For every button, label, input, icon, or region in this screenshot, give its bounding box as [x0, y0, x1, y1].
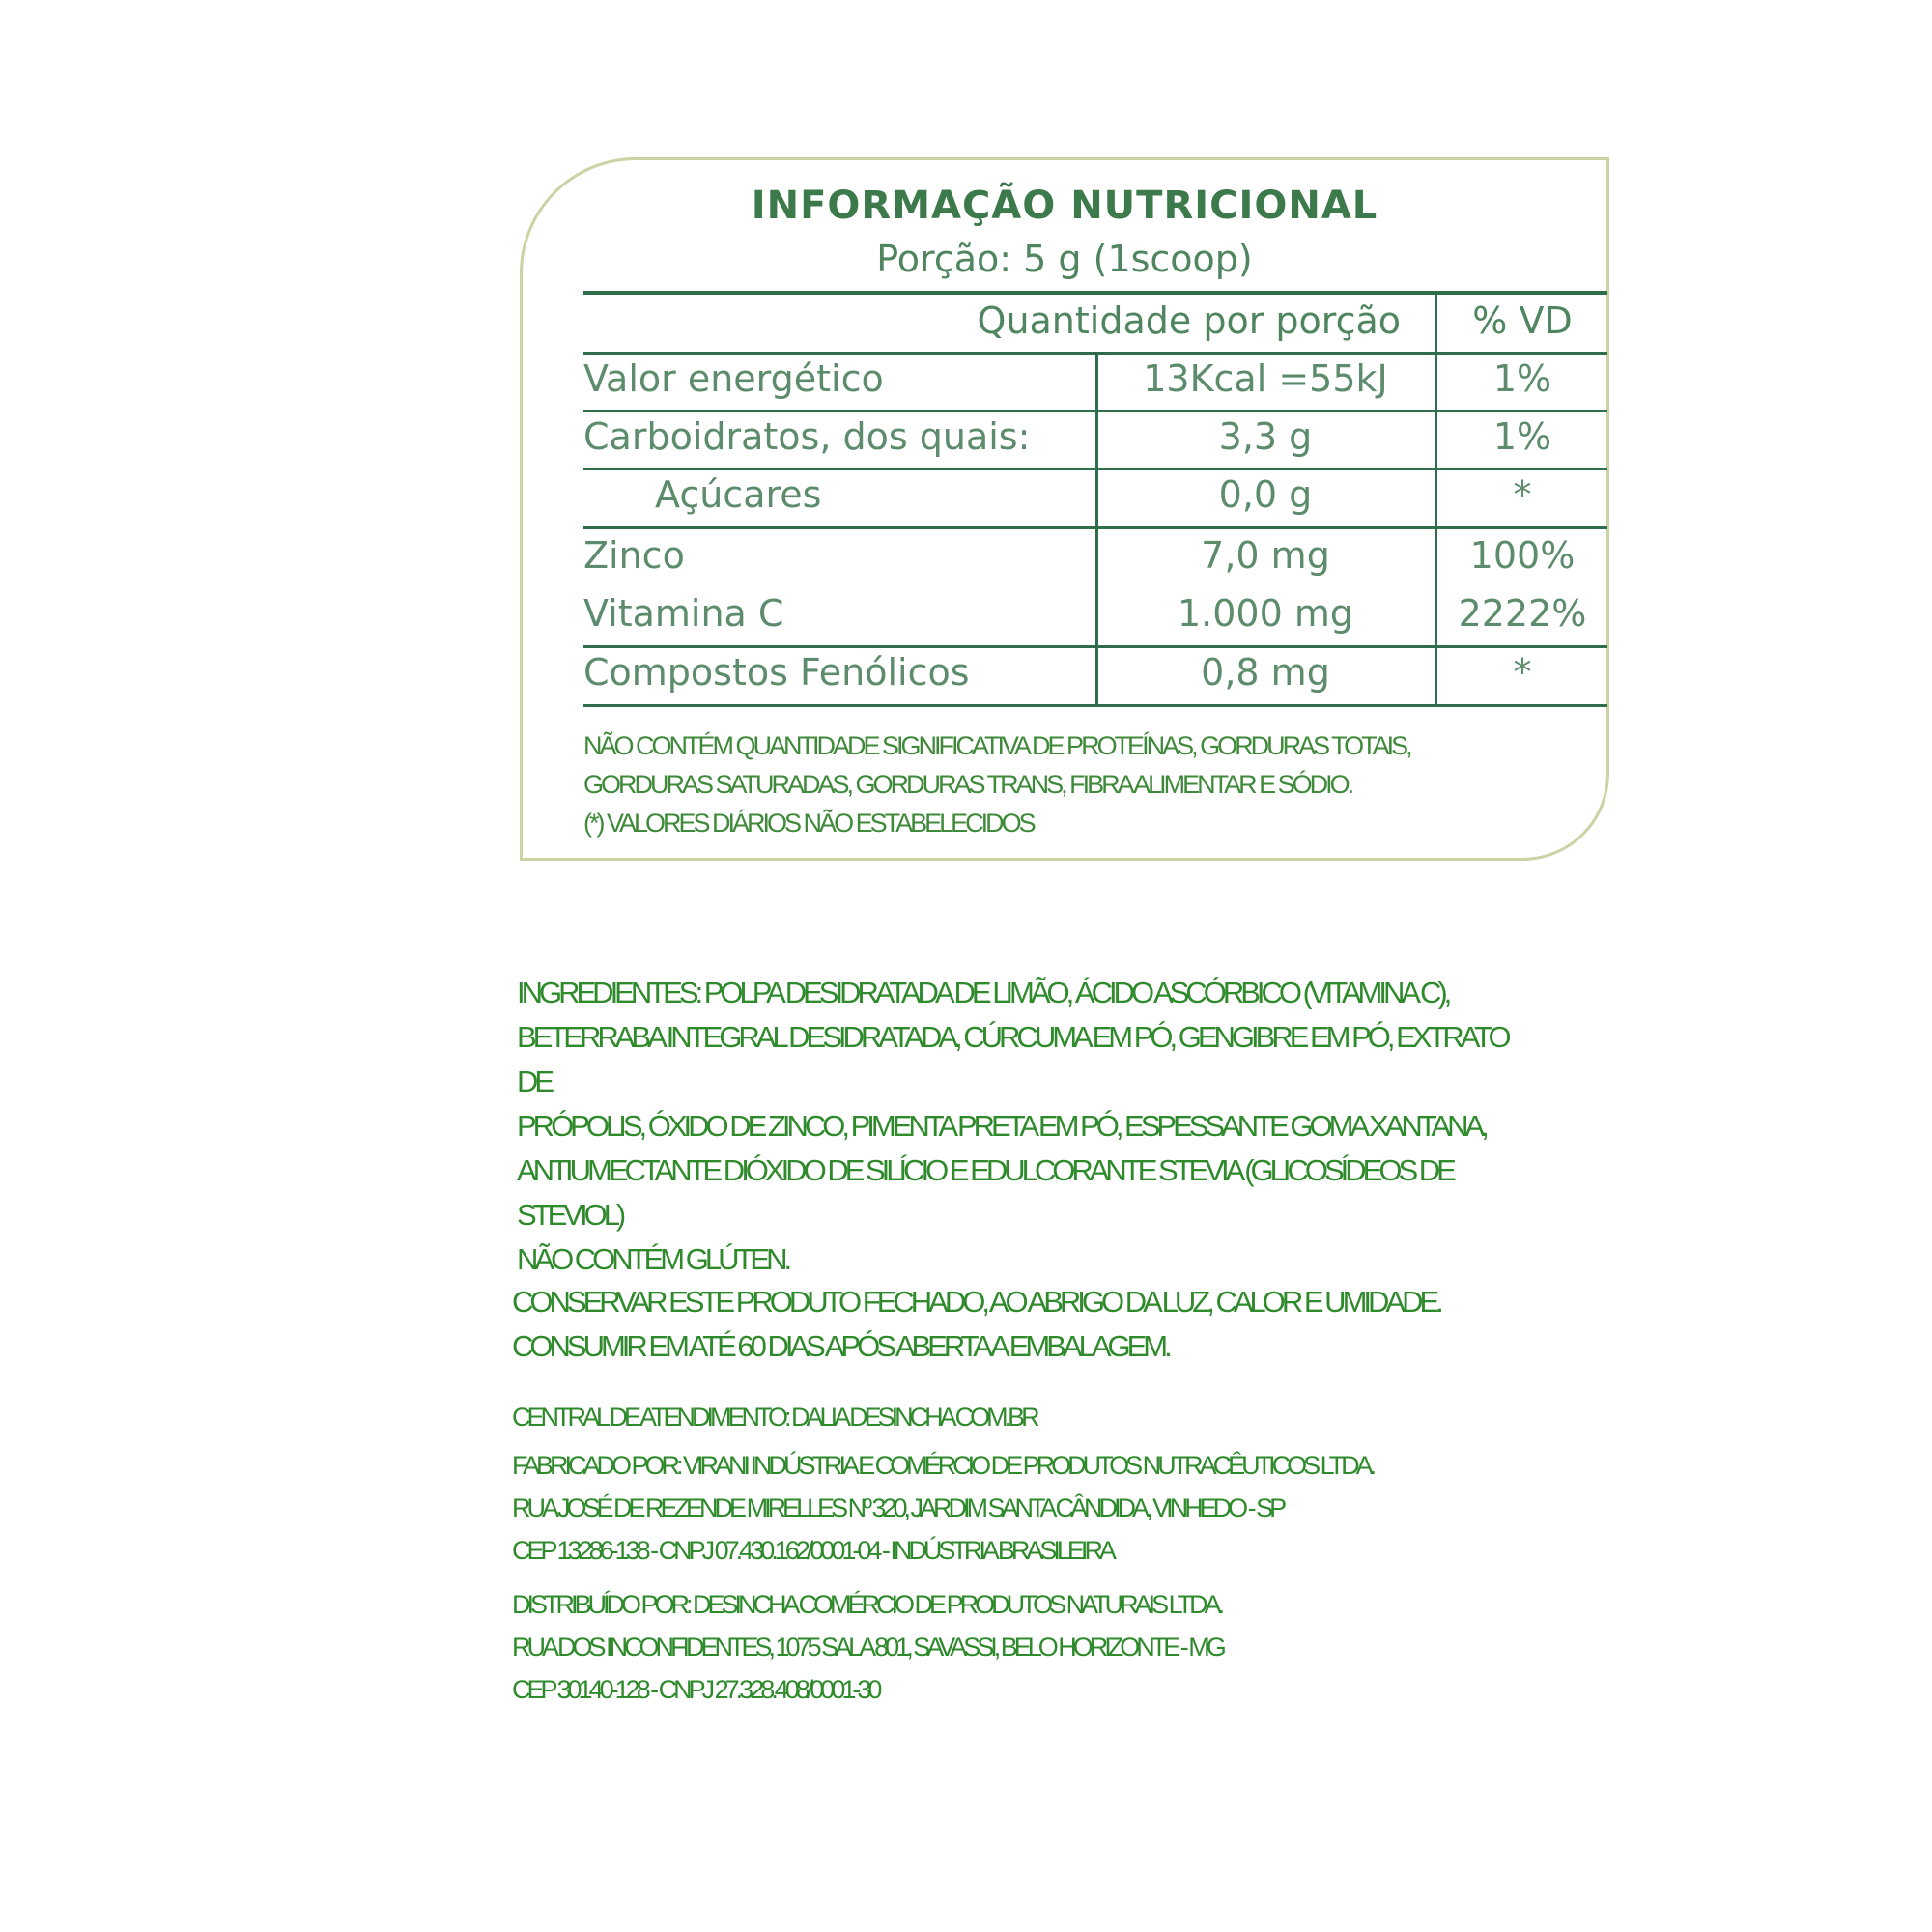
footnote-line: (*) VALORES DIÁRIOS NÃO ESTABELECIDOS: [583, 809, 1034, 838]
row-amount: 0,8 mg: [1201, 651, 1330, 694]
storage-line: CONSUMIR EM ATÉ 60 DIAS APÓS ABERTA A EMBALAGEM.: [512, 1329, 1169, 1363]
gluten-notice: NÃO CONTÉM GLÚTEN.: [517, 1242, 789, 1276]
row-vd: *: [1513, 651, 1532, 694]
row-vd: 1%: [1492, 357, 1552, 400]
row-amount: 7,0 mg: [1201, 534, 1330, 577]
footnote-line: GORDURAS SATURADAS, GORDURAS TRANS, FIBRA ALIMENTAR E SÓDIO.: [583, 770, 1352, 799]
header-vd: % VD: [1472, 299, 1573, 342]
nutrition-footnote: [583, 726, 1549, 842]
manufacturer-line: FABRICADO POR: VIRANI INDÚSTRIA E COMÉRCIO DE PRODUTOS NUTRACÊUTICOS LTDA.: [512, 1451, 1374, 1480]
row-name: Compostos Fenólicos: [583, 651, 970, 694]
ingredients-line: INGREDIENTES: POLPA DESIDRATADA DE LIMÃO, ÁCIDO ASCÓRBICO (VITAMINA C),: [517, 976, 1449, 1009]
ingredients-line: PRÓPOLIS, ÓXIDO DE ZINCO, PIMENTA PRETA EM PÓ, ESPESSANTE GOMA XANTANA,: [517, 1109, 1486, 1143]
row-name: Vitamina C: [583, 592, 784, 635]
row-amount: 0,0 g: [1218, 473, 1313, 516]
customer-service: CENTRAL DE ATENDIMENTO: DALIA DESINCHA COM.BR: [512, 1403, 1037, 1432]
storage-line: CONSERVAR ESTE PRODUTO FECHADO, AO ABRIGO DA LUZ, CALOR E UMIDADE.: [512, 1285, 1440, 1319]
distributor-line: DISTRIBUÍDO POR: DESINCHA COMÉRCIO DE PRODUTOS NATURAIS LTDA.: [512, 1590, 1222, 1619]
row-name: Valor energético: [583, 357, 884, 400]
manufacturer-line: RUA JOSÉ DE REZENDE MIRELLES Nº 320, JARDIM SANTA CÂNDIDA, VINHEDO - SP: [512, 1493, 1284, 1522]
company-info: [512, 1396, 1420, 1711]
row-vd: 2222%: [1458, 592, 1587, 635]
table-top-rule: [583, 291, 1607, 295]
header-amount: Quantidade por porção: [977, 299, 1401, 342]
footnote-line: NÃO CONTÉM QUANTIDADE SIGNIFICATIVA DE PROTEÍNAS, GORDURAS TOTAIS,: [583, 731, 1410, 760]
nutrition-title: INFORMAÇÃO NUTRICIONAL: [751, 184, 1378, 228]
row-name: Açúcares: [655, 473, 822, 516]
row-amount: 13Kcal =55kJ: [1143, 357, 1388, 400]
row-amount: 3,3 g: [1218, 415, 1313, 458]
row-vd: 1%: [1492, 415, 1552, 458]
serving-size: Porção: 5 g (1scoop): [876, 238, 1253, 280]
distributor-line: CEP 30140-128 - CNPJ 27.328.408/0001-30: [512, 1675, 879, 1704]
distributor-line: RUA DOS INCONFIDENTES, 1075 SALA 801, SAVASSI, BELO HORIZONTE - MG: [512, 1633, 1223, 1662]
ingredients-line: BETERRABA INTEGRAL DESIDRATADA, CÚRCUMA EM PÓ, GENGIBRE EM PÓ, EXTRATO DE: [517, 1020, 1508, 1098]
row-name: Zinco: [583, 534, 685, 577]
row-vd: *: [1513, 473, 1532, 516]
row-vd: 100%: [1469, 534, 1576, 577]
ingredients-line: ANTIUMECTANTE DIÓXIDO DE SILÍCIO E EDULCORANTE STEVIA (GLICOSÍDEOS DE STEVIOL): [517, 1153, 1453, 1232]
row-amount: 1.000 mg: [1177, 592, 1353, 635]
storage-instructions: [512, 1280, 1488, 1369]
ingredients-text: [517, 971, 1521, 1282]
manufacturer-line: CEP 13286-138 - CNPJ 07.430.162/0001-04 - INDÚSTRIA BRASILEIRA: [512, 1536, 1113, 1565]
row-name: Carboidratos, dos quais:: [583, 415, 1031, 458]
